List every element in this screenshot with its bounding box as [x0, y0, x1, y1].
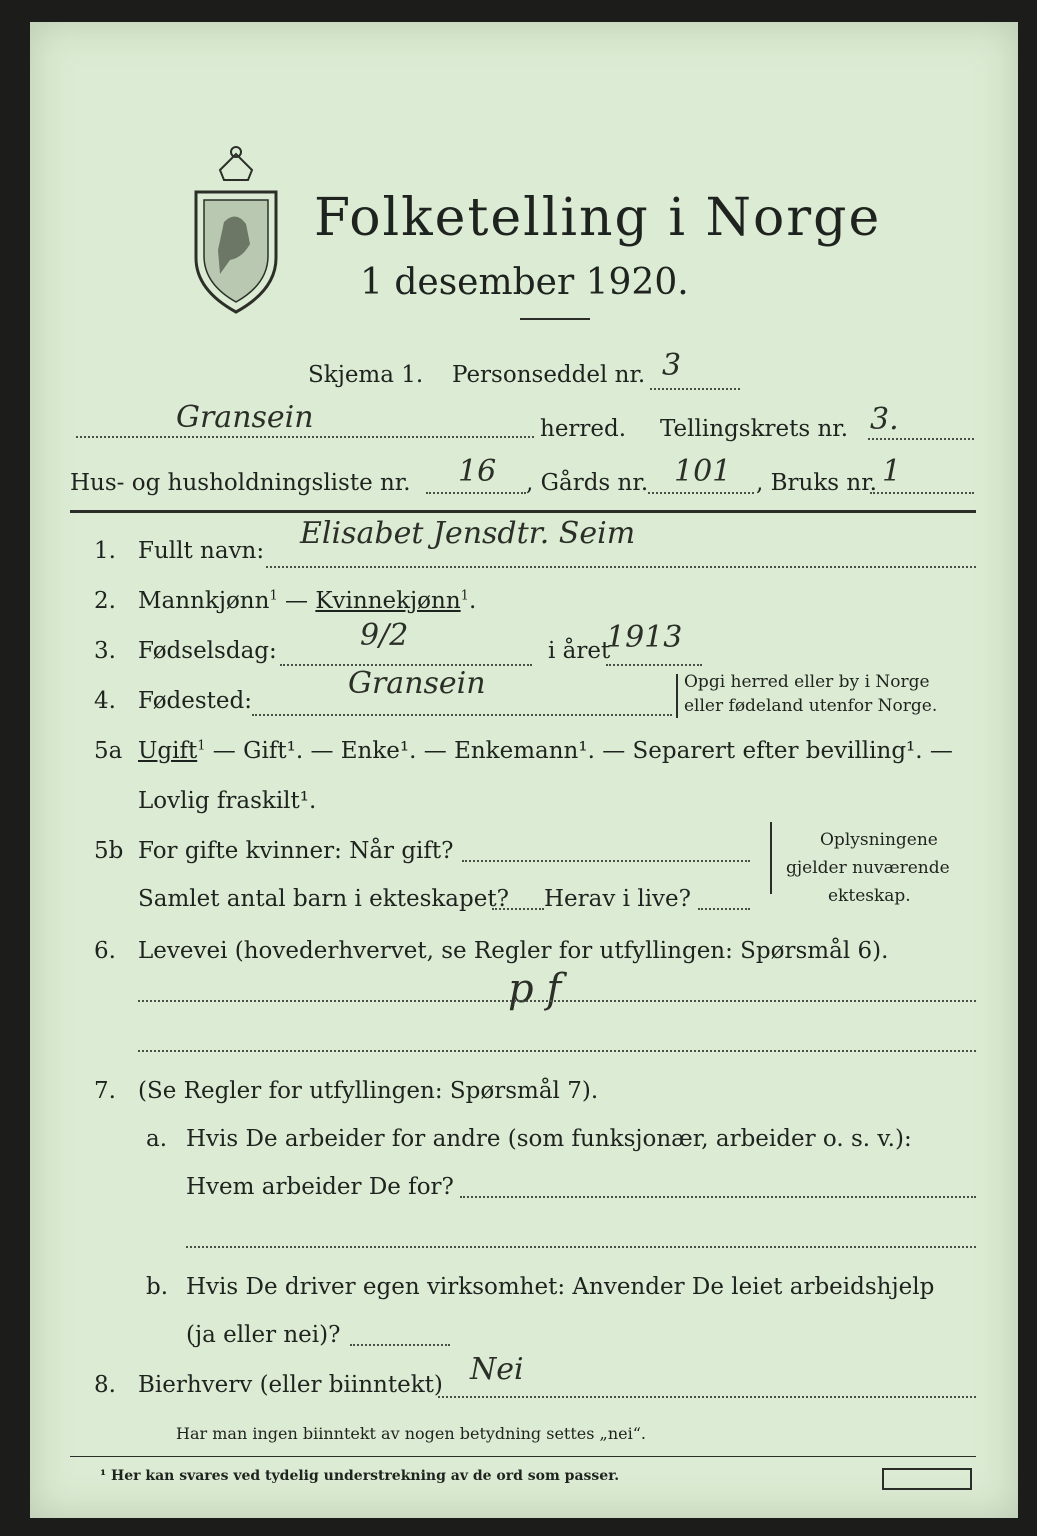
form-title: Folketelling i Norge [314, 188, 882, 248]
bruks-value: 1 [882, 454, 902, 489]
header-divider [70, 510, 976, 513]
q4-note-line2: eller fødeland utenfor Norge. [684, 696, 938, 716]
q5b-line1: For gifte kvinner: Når gift? [138, 838, 454, 864]
q7b-letter: b. [146, 1274, 169, 1300]
gender-female: Kvinnekjønn [315, 588, 461, 614]
q5b-note-line3: ekteskap. [828, 886, 911, 906]
q8-note: Har man ingen biinntekt av nogen betydning settes „nei“. [176, 1424, 646, 1443]
q5a-number: 5a [94, 738, 123, 764]
hus-value: 16 [458, 454, 497, 489]
q1-number: 1. [94, 538, 116, 564]
footnote: ¹ Her kan svares ved tydelig understrekning av de ord som passer. [100, 1468, 620, 1484]
gards-value: 101 [674, 454, 732, 489]
q7b-line2: (ja eller nei)? [186, 1322, 341, 1348]
schema-label: Skjema 1. [308, 362, 424, 388]
form-date: 1 desember 1920. [360, 262, 689, 303]
q3-year-label: i året [548, 638, 611, 664]
herred-label: herred. [540, 416, 627, 442]
printer-stamp [882, 1468, 972, 1490]
side-income-value: Nei [470, 1352, 524, 1387]
q8-label: Bierhverv (eller biinntekt) [138, 1372, 443, 1398]
q5b-number: 5b [94, 838, 124, 864]
q3-number: 3. [94, 638, 116, 664]
gards-label: , Gårds nr. [526, 470, 649, 496]
personseddel-label: Personseddel nr. [452, 362, 646, 388]
hus-label: Hus- og husholdningsliste nr. [70, 470, 411, 496]
q3-label: Fødselsdag: [138, 638, 277, 664]
q4-number: 4. [94, 688, 116, 714]
marital-status-options: Ugift$^1$ — Gift¹. — Enke¹. — Enkemann¹. — Separert efter bevilling¹. — [138, 738, 953, 764]
q7a-line2: Hvem arbeider De for? [186, 1174, 454, 1200]
q8-number: 8. [94, 1372, 116, 1398]
q7-number: 7. [94, 1078, 116, 1104]
gender-male: Mannkjønn [138, 588, 270, 614]
herred-value: Gransein [176, 400, 314, 435]
q2-number: 2. [94, 588, 116, 614]
norwegian-coat-of-arms-icon [190, 140, 282, 320]
birth-year-value: 1913 [606, 620, 683, 655]
tellingskrets-label: Tellingskrets nr. [660, 416, 849, 442]
personseddel-value: 3 [662, 348, 682, 383]
q7a-line1: Hvis De arbeider for andre (som funksjonær, arbeider o. s. v.): [186, 1126, 912, 1152]
title-divider [520, 318, 590, 320]
q1-label: Fullt navn: [138, 538, 265, 564]
gender-separator: — [277, 588, 316, 614]
q6-label: Levevei (hovederhvervet, se Regler for utfyllingen: Spørsmål 6). [138, 938, 889, 964]
full-name-value: Elisabet Jensdtr. Seim [300, 516, 636, 551]
birthdate-value: 9/2 [360, 618, 409, 653]
q5b-note-line1: Oplysningene [820, 830, 938, 850]
occupation-value: p f [508, 966, 562, 1012]
tellingskrets-value: 3. [870, 402, 899, 437]
q7-label: (Se Regler for utfyllingen: Spørsmål 7). [138, 1078, 599, 1104]
status-unmarried: Ugift [138, 738, 198, 764]
q6-number: 6. [94, 938, 116, 964]
gender-options: Mannkjønn$^1$ — Kvinnekjønn$^1$. [138, 588, 477, 614]
census-form [30, 22, 1018, 1518]
q5b-note-line2: gjelder nuværende [786, 858, 950, 878]
q4-note-line1: Opgi herred eller by i Norge [684, 672, 930, 692]
birthplace-value: Gransein [348, 666, 486, 701]
bruks-label: , Bruks nr. [756, 470, 877, 496]
q5b-children-label: Samlet antal barn i ekteskapet? [138, 886, 509, 912]
q7a-letter: a. [146, 1126, 168, 1152]
q7b-line1: Hvis De driver egen virksomhet: Anvender De leiet arbeidshjelp [186, 1274, 935, 1300]
q5b-living-label: Herav i live? [544, 886, 691, 912]
q4-label: Fødested: [138, 688, 253, 714]
q5a-line2: Lovlig fraskilt¹. [138, 788, 317, 814]
